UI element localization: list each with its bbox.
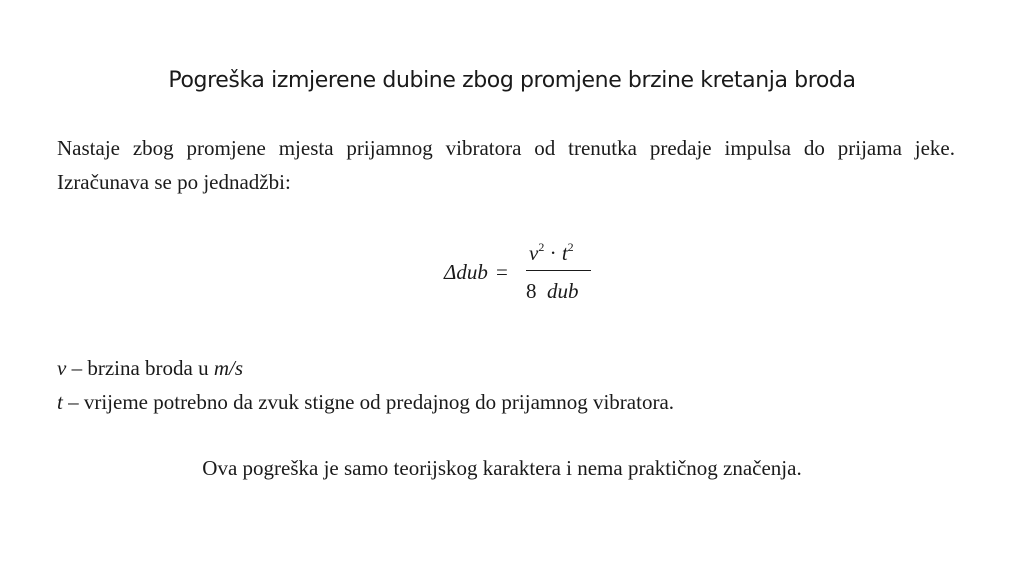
intro-paragraph: Nastaje zbog promjene mjesta prijamnog vibratora od trenutka predaje impulsa do prijama jeke. Izračunava se po jednadžbi: xyxy=(57,136,955,194)
definition-text: – vrijeme potrebno da zvuk stigne od predajnog do prijamnog vibratora. xyxy=(62,390,675,414)
numerator-t-exponent: 2 xyxy=(567,240,574,254)
fraction-denominator xyxy=(526,279,579,304)
denominator-coefficient: 8 xyxy=(526,279,537,303)
closing-note: Ova pogreška je samo teorijskog karaktera i nema praktičnog značenja. xyxy=(202,456,802,480)
numerator-t: t xyxy=(561,241,568,265)
slide-title: Pogreška izmjerene dubine zbog promjene brzine kretanja broda xyxy=(168,68,856,93)
definition-symbol: t xyxy=(57,390,63,414)
definition-item xyxy=(57,385,674,419)
numerator-dot: · xyxy=(549,241,557,265)
denominator-variable: dub xyxy=(547,279,579,303)
equals-sign: = xyxy=(496,260,508,284)
fraction-numerator xyxy=(529,241,574,266)
definition-unit: m/s xyxy=(213,356,244,380)
equation-lhs: Δdub xyxy=(444,260,488,284)
definition-item xyxy=(57,351,674,385)
definition-text: – brzina broda u xyxy=(66,356,214,380)
fraction-bar xyxy=(526,270,591,271)
numerator-v-exponent: 2 xyxy=(538,240,545,254)
equation xyxy=(440,237,600,307)
numerator-v: v xyxy=(529,241,539,265)
definitions-list xyxy=(57,351,674,419)
definition-symbol: v xyxy=(57,356,67,380)
